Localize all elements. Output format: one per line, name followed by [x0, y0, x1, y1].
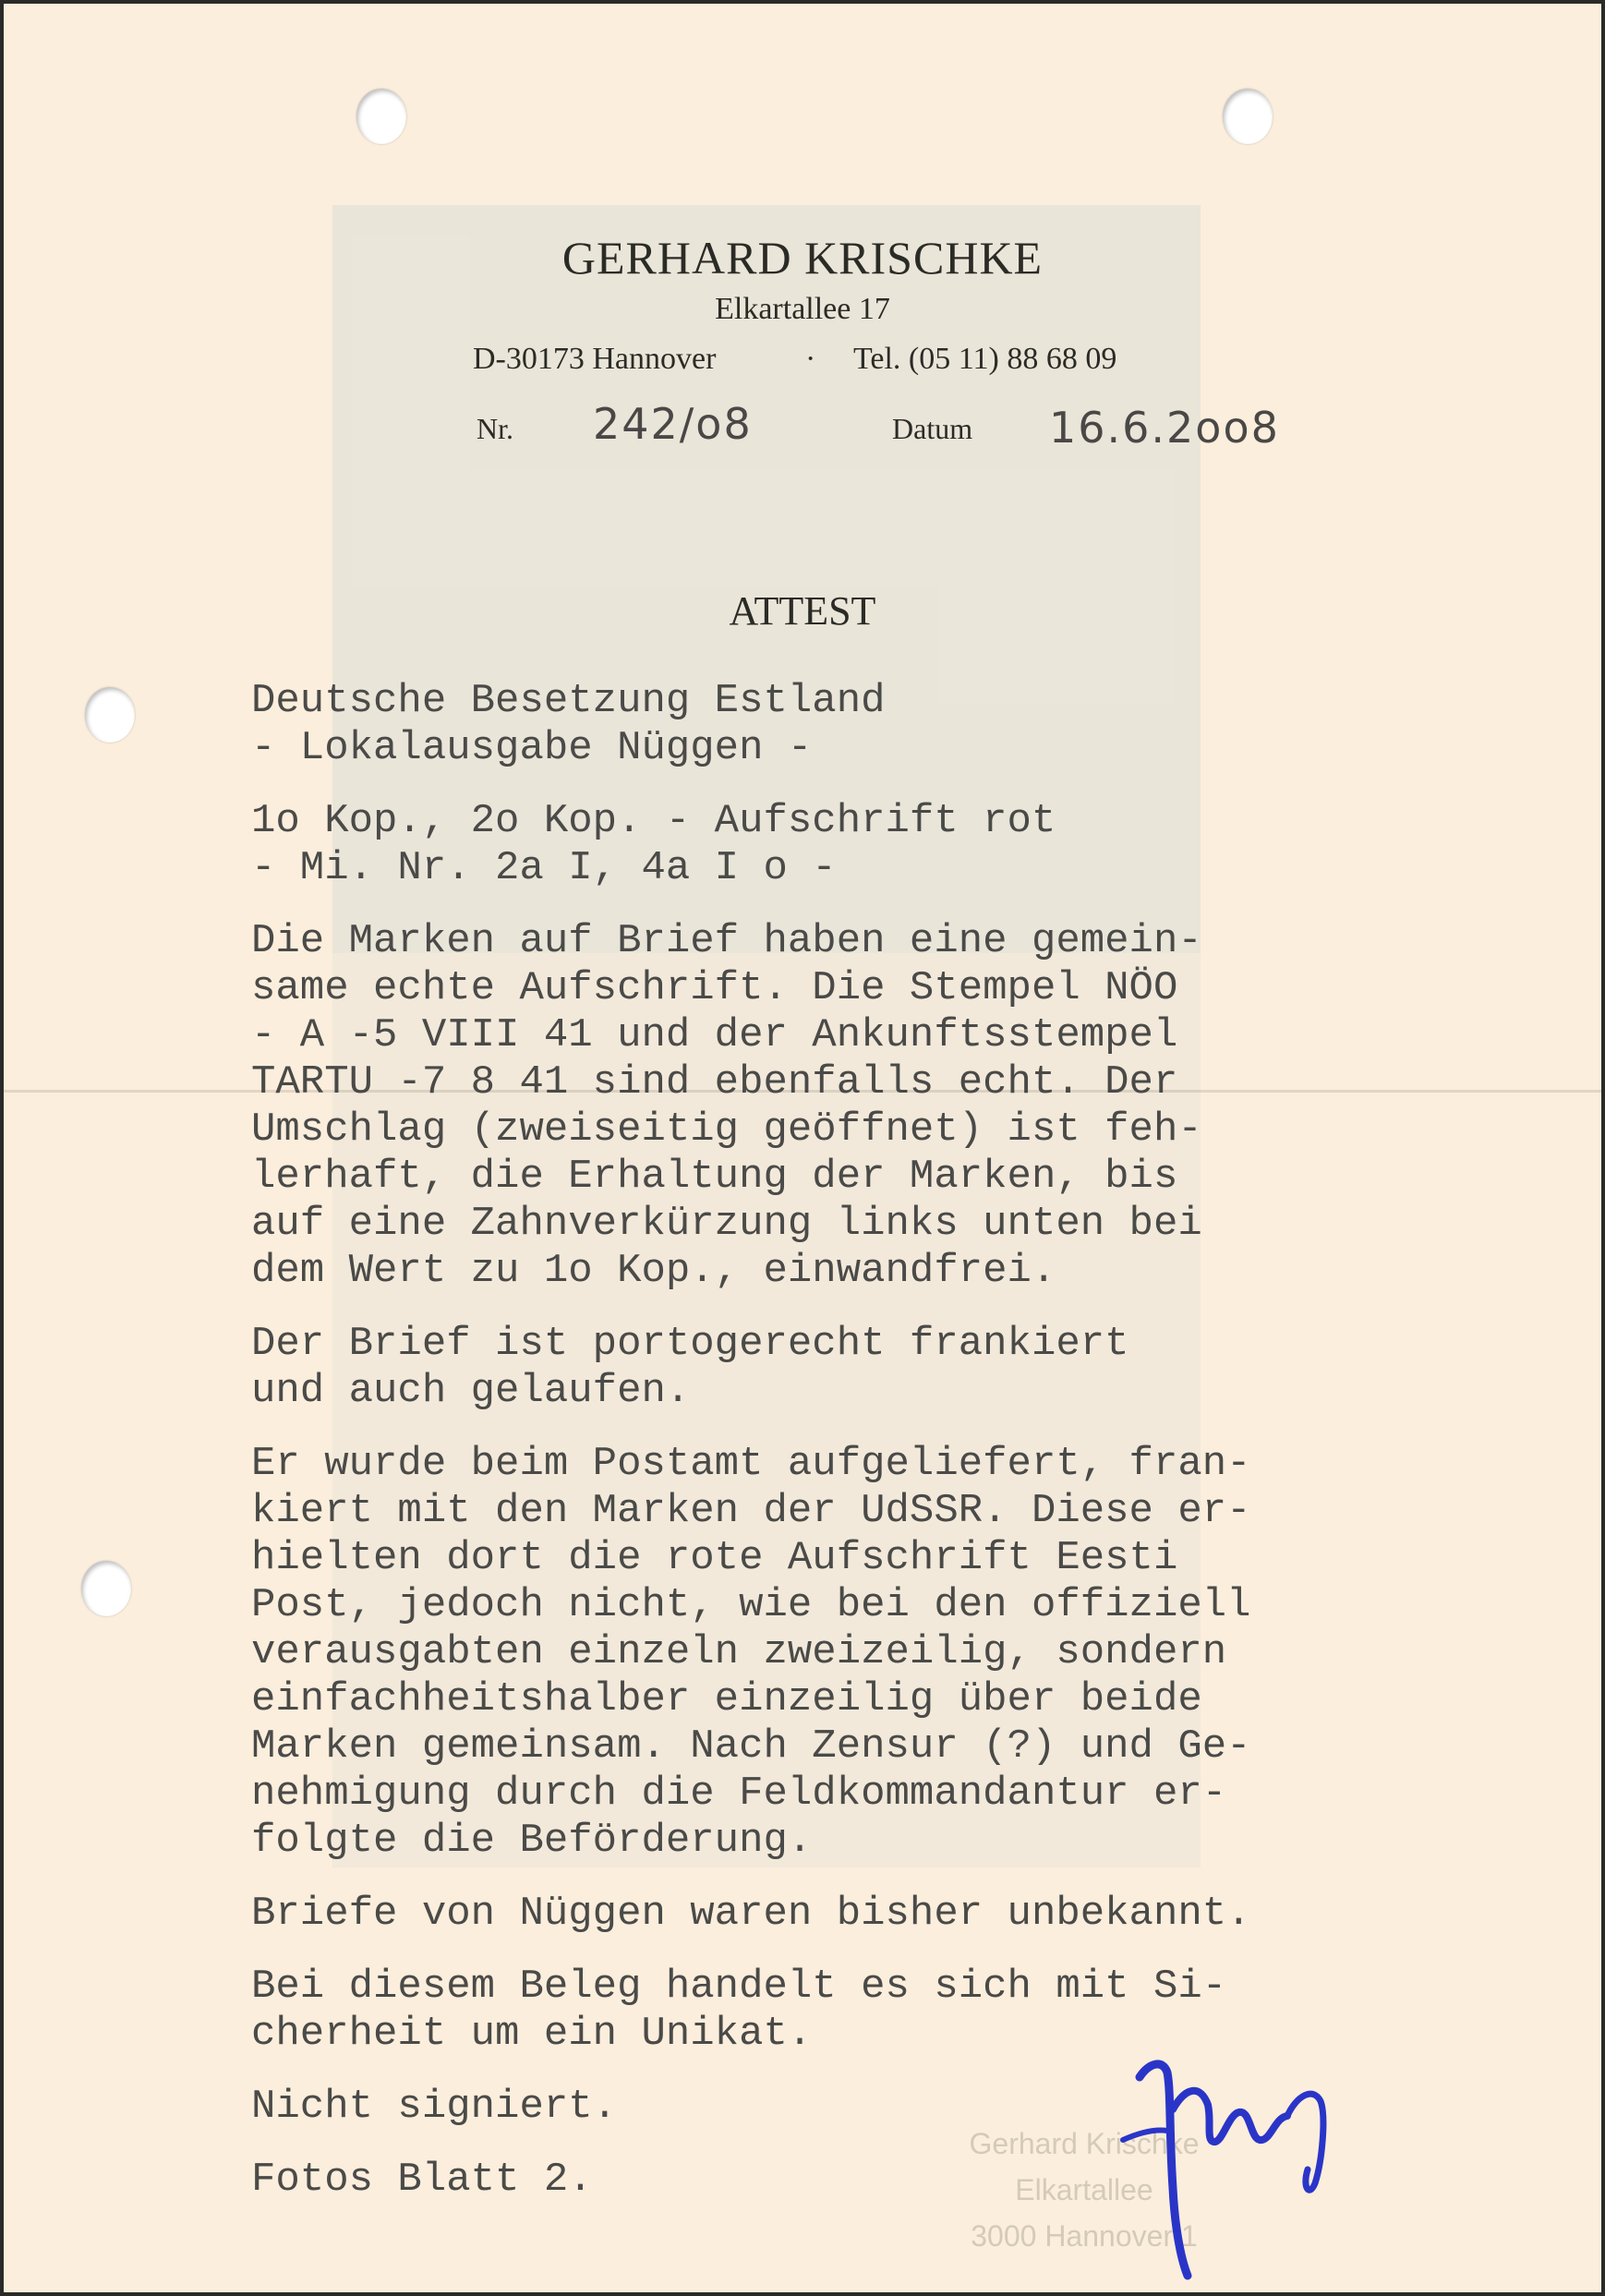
date-value: 16.6.2oo8	[1049, 403, 1280, 453]
body-line: Marken gemeinsam. Nach Zensur (?) und Ge-	[251, 1723, 1251, 1770]
punch-hole	[1223, 89, 1273, 144]
body-line: - Lokalausgabe Nüggen -	[251, 725, 813, 771]
punch-hole	[85, 687, 135, 743]
body-line: same echte Aufschrift. Die Stempel NÖO	[251, 965, 1178, 1011]
number-label: Nr.	[477, 412, 513, 445]
body-line: Briefe von Nüggen waren bisher unbekannt.	[251, 1891, 1251, 1937]
body-line: auf eine Zahnverkürzung links unten bei	[251, 1201, 1202, 1247]
document-title: ATTEST	[729, 588, 876, 634]
date-label: Datum	[892, 412, 973, 445]
letterhead-separator: ·	[805, 342, 816, 376]
letterhead-street: Elkartallee 17	[715, 292, 890, 326]
body-line: hielten dort die rote Aufschrift Eesti	[251, 1535, 1178, 1581]
body-line: 1o Kop., 2o Kop. - Aufschrift rot	[251, 798, 1056, 844]
body-line: lerhaft, die Erhaltung der Marken, bis	[251, 1154, 1178, 1200]
body-line: Post, jedoch nicht, wie bei den offiziell	[251, 1582, 1251, 1628]
attest-document	[4, 4, 1601, 2292]
signature-strokes	[1123, 2064, 1323, 2276]
stamp-line: Elkartallee	[1015, 2173, 1153, 2206]
stamp-line: 3000 Hannover 1	[971, 2219, 1198, 2253]
body-line: cherheit um ein Unikat.	[251, 2011, 813, 2057]
body-line: dem Wert zu 1o Kop., einwandfrei.	[251, 1248, 1056, 1294]
body-line: Fotos Blatt 2.	[251, 2157, 593, 2203]
body-line: kiert mit den Marken der UdSSR. Diese er-	[251, 1488, 1251, 1534]
letterhead-name: GERHARD KRISCHKE	[561, 232, 1044, 284]
attest-body	[251, 678, 1442, 2204]
body-line: und auch gelaufen.	[251, 1368, 691, 1414]
body-line: Bei diesem Beleg handelt es sich mit Si-	[251, 1964, 1227, 2010]
letterhead-phone: Tel. (05 11) 88 68 09	[853, 342, 1117, 376]
number-value: 242/o8	[593, 399, 753, 449]
body-line: - Mi. Nr. 2a I, 4a I o -	[251, 845, 837, 891]
body-line: Nicht signiert.	[251, 2084, 618, 2130]
body-line: einfachheitshalber einzeilig über beide	[251, 1676, 1202, 1722]
body-line: folgte die Beförderung.	[251, 1818, 813, 1864]
body-line: Deutsche Besetzung Estland	[251, 678, 886, 724]
body-line: TARTU -7 8 41 sind ebenfalls echt. Der	[251, 1059, 1178, 1106]
stamp-line: Gerhard Krischke	[969, 2127, 1200, 2160]
body-line: Der Brief ist portogerecht frankiert	[251, 1321, 1129, 1367]
body-line: Er wurde beim Postamt aufgeliefert, fran-	[251, 1441, 1251, 1487]
punch-hole	[356, 89, 406, 144]
handwritten-signature	[1112, 2022, 1370, 2280]
body-line: verausgabten einzeln zweizeilig, sondern	[251, 1629, 1227, 1675]
body-line: - A -5 VIII 41 und der Ankunftsstempel	[251, 1012, 1178, 1058]
body-line: Die Marken auf Brief haben eine gemein-	[251, 918, 1202, 964]
body-line: Umschlag (zweiseitig geöffnet) ist feh-	[251, 1106, 1202, 1153]
body-line: nehmigung durch die Feldkommandantur er-	[251, 1770, 1227, 1817]
punch-hole	[81, 1561, 131, 1616]
letterhead-city: D-30173 Hannover	[473, 342, 717, 376]
